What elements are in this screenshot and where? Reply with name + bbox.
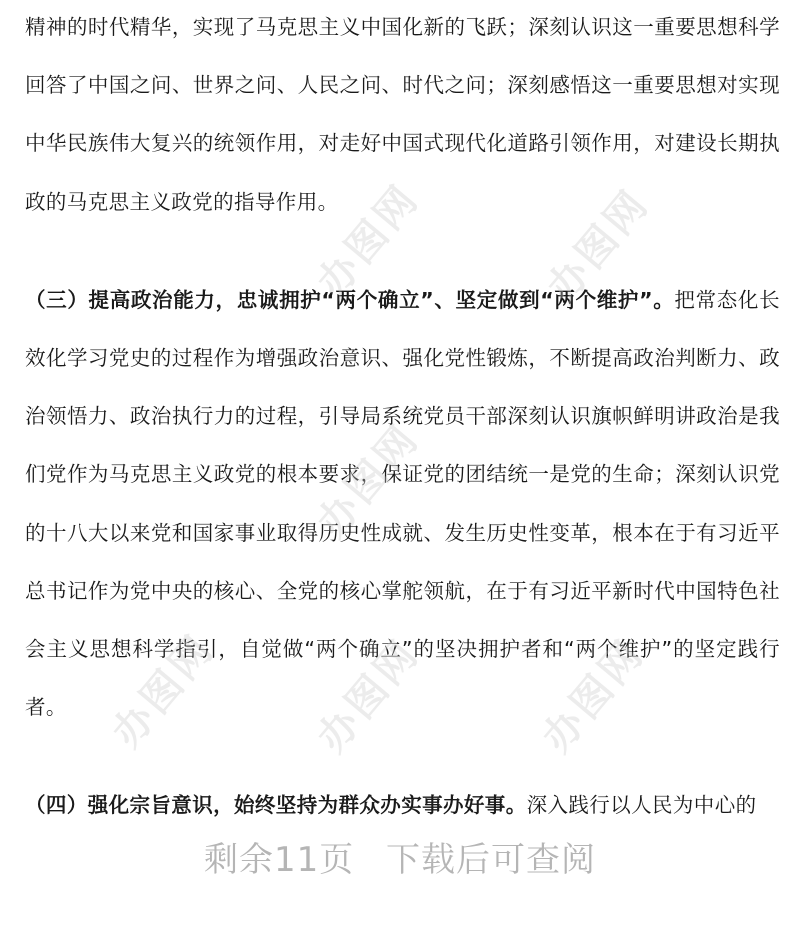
section-3-body: 把常态化长效化学习党史的过程作为增强政治意识、强化党性锻炼，不断提高政治判断力、政治领悟力、政治执行力的过程，引导局系统党员干部深刻认识旗帜鲜明讲政治是我们党作为马克思主义政党的根本要求，保证党的团结统一是党的生命；深刻认识党的十八大以来党和国家事业取得历史性成就、发生历史性变革，根本在于有习近平总书记作为党中央的核心、全党的核心掌舵领航，在于有习近平新时代中国特色社会主义思想科学指引，自觉做“两个确立”的坚决拥护者和“两个维护”的坚定践行者。 (25, 287, 780, 720)
remaining-pages-count: 剩余11页 (203, 840, 355, 880)
download-prompt: 下载后可查阅 (386, 840, 597, 880)
section-4-body: 深入践行以人民为中心的 (526, 793, 757, 818)
document-body (25, 0, 780, 835)
section-4-heading: （四）强化宗旨意识，始终坚持为群众办实事办好事。 (25, 793, 527, 818)
section-3-paragraph (25, 271, 780, 737)
section-3-heading: （三）提高政治能力，忠诚拥护“两个确立”、坚定做到“两个维护”。 (25, 287, 675, 312)
remaining-pages-notice[interactable] (0, 832, 800, 881)
section-4-paragraph (25, 776, 780, 834)
watermark: 办图网 (308, 630, 429, 762)
watermark: 办图网 (308, 415, 429, 547)
paragraph-1: 精神的时代精华，实现了马克思主义中国化新的飞跃；深刻认识这一重要思想科学回答了中国之问、世界之问、人民之问、时代之问；深刻感悟这一重要思想对实现中华民族伟大复兴的统领作用，对走好中国式现代化道路引领作用，对建设长期执政的马克思主义政党的指导作用。 (25, 15, 780, 214)
watermark: 办图网 (308, 175, 429, 307)
watermark: 办图网 (538, 180, 659, 312)
watermark: 办图网 (103, 625, 224, 757)
watermark: 办图网 (533, 630, 654, 762)
